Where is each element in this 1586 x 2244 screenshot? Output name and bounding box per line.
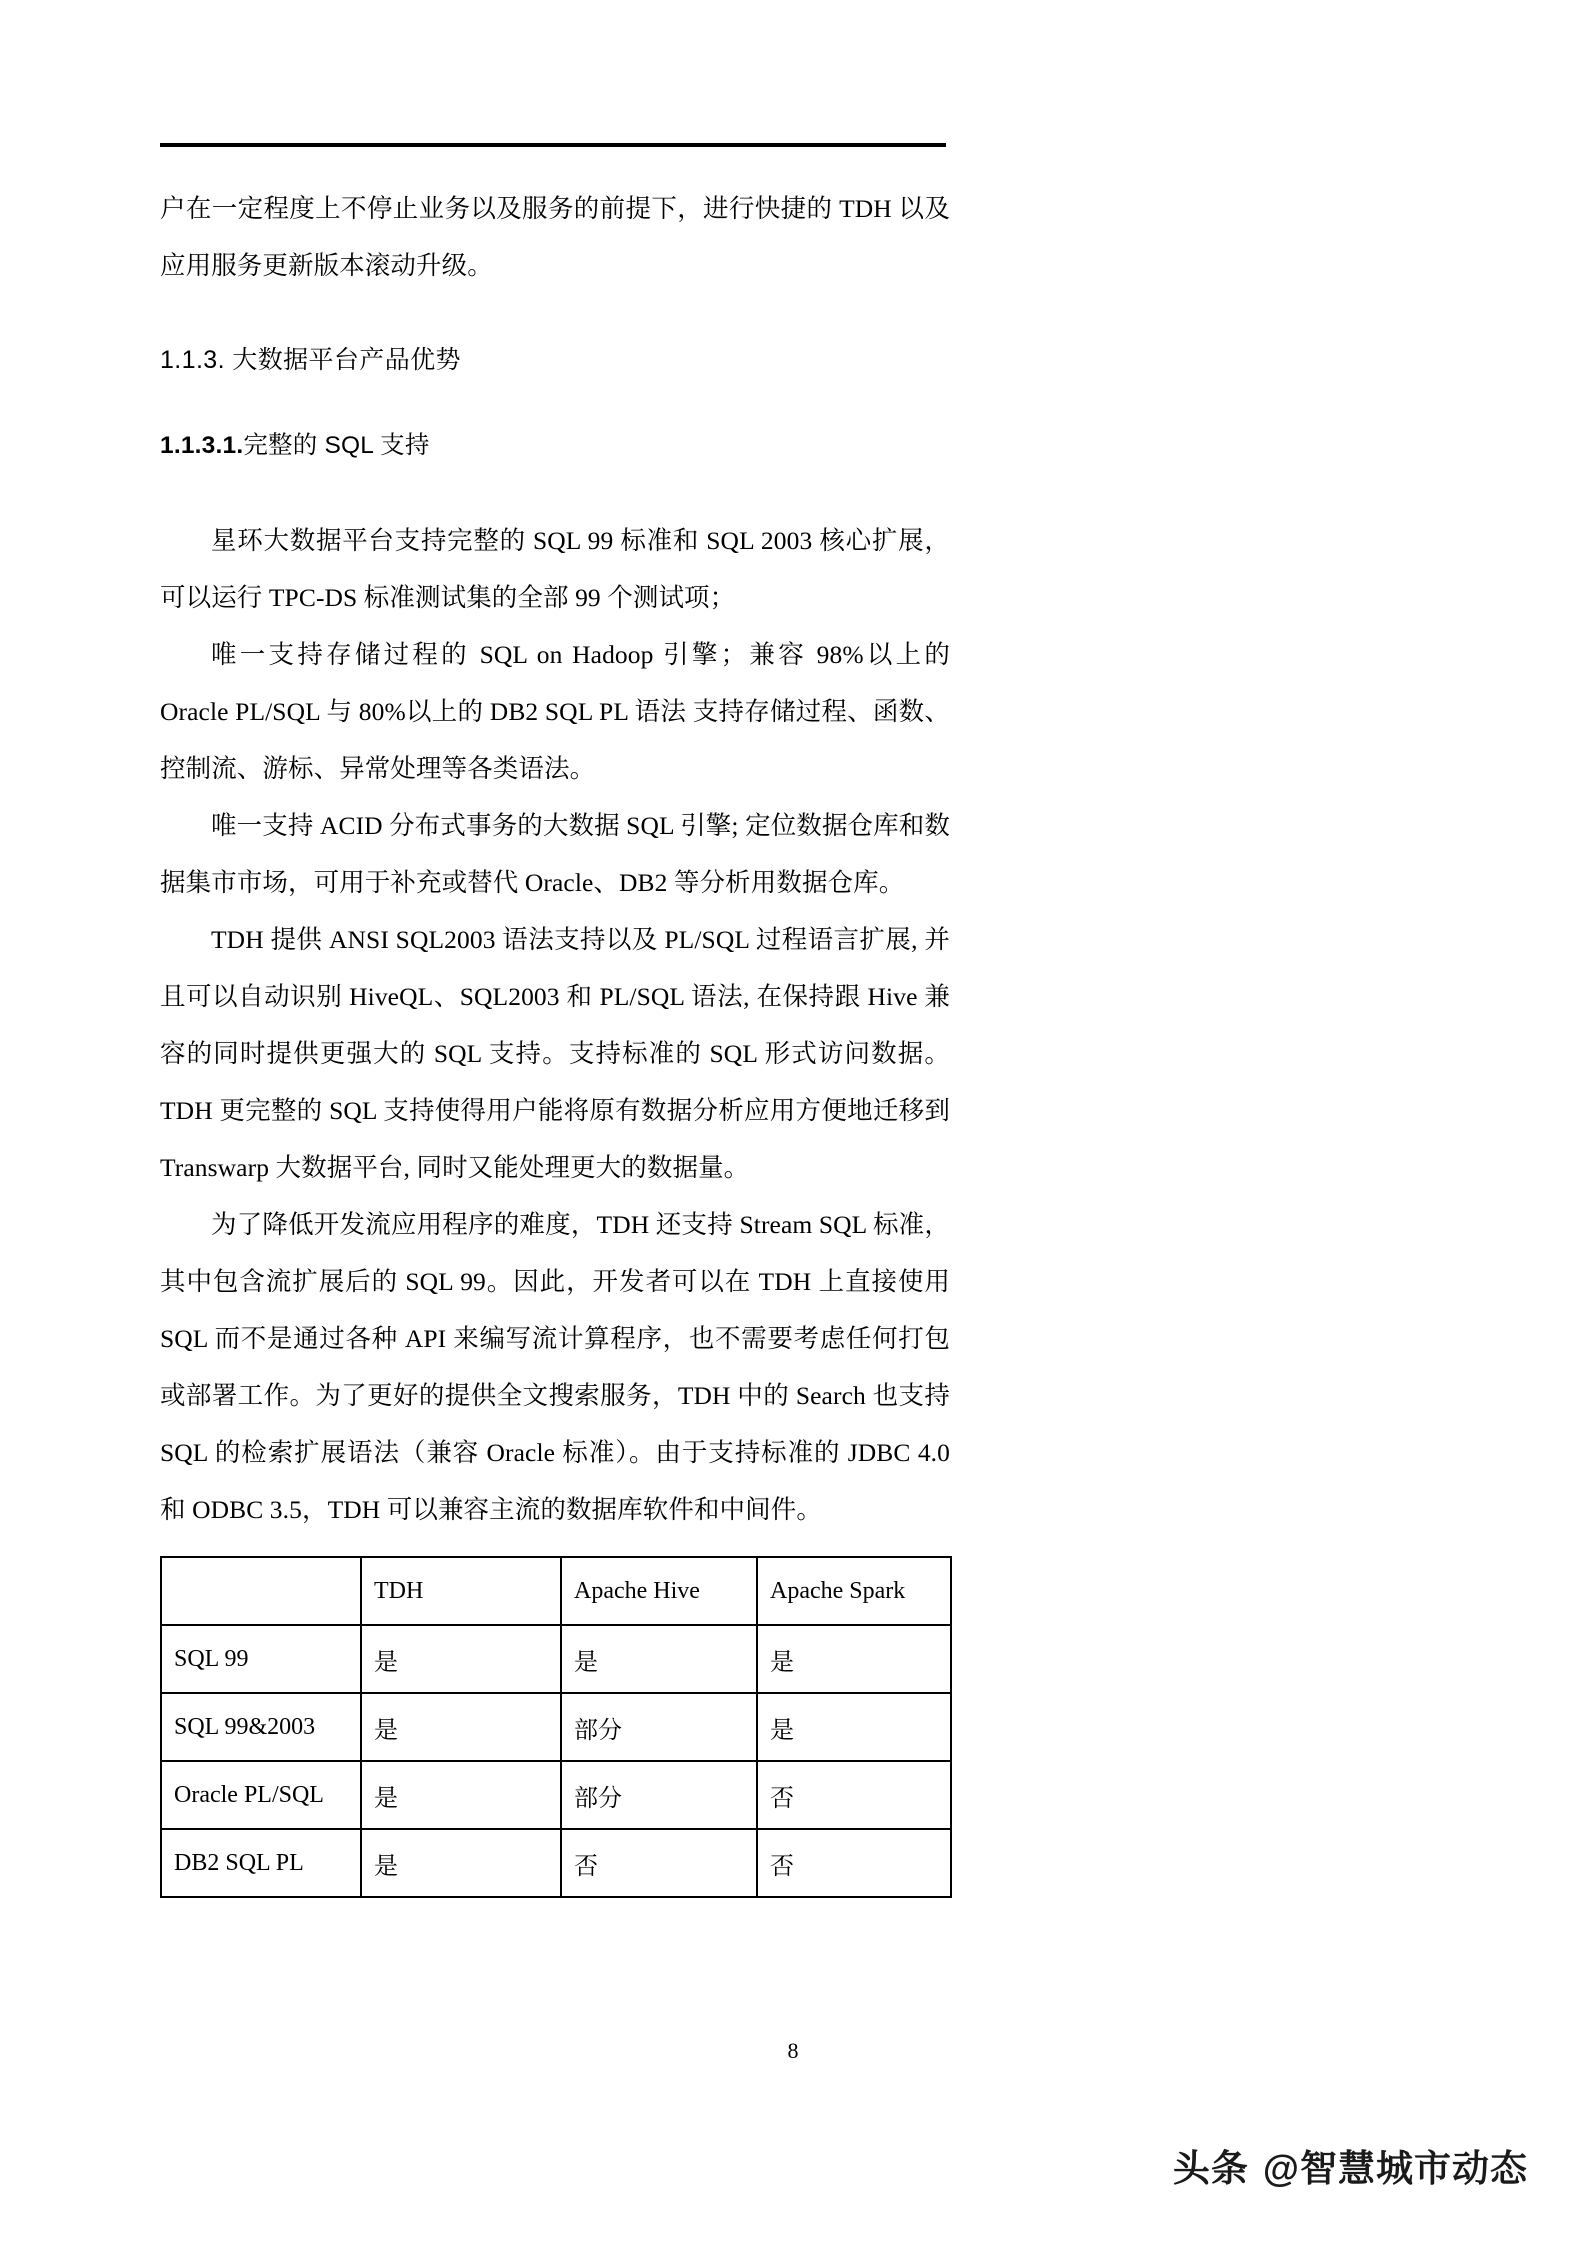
table-cell-feature: SQL 99 — [161, 1625, 361, 1693]
sql-support-comparison-table — [160, 1556, 952, 1898]
paragraph-4: TDH 提供 ANSI SQL2003 语法支持以及 PL/SQL 过程语言扩展, 并且可以自动识别 HiveQL、SQL2003 和 PL/SQL 语法, 在保持跟 Hive 兼容的同时提供更强大的 SQL 支持。支持标准的 SQL 形式访问数据。TDH 更完整的 SQL 支持使得用户能将原有数据分析应用方便地迁移到 Transwarp 大数据平台, 同时又能处理更大的数据量。 — [160, 925, 950, 1182]
spacer — [160, 294, 950, 340]
heading-section-1-1-3: 1.1.3. 大数据平台产品优势 — [160, 346, 461, 374]
table-cell-feature: DB2 SQL PL — [161, 1829, 361, 1897]
table-row — [161, 1761, 951, 1829]
watermark-handle: @智慧城市动态 — [1262, 2148, 1528, 2189]
table-cell-hive: 部分 — [561, 1693, 757, 1761]
table-cell-spark: 是 — [757, 1625, 951, 1693]
table-cell-hive: 是 — [561, 1625, 757, 1693]
table-header-cell-2: Apache Hive — [561, 1557, 757, 1625]
table-cell-hive: 否 — [561, 1829, 757, 1897]
paragraph-1: 星环大数据平台支持完整的 SQL 99 标准和 SQL 2003 核心扩展，可以运行 TPC-DS 标准测试集的全部 99 个测试项； — [160, 526, 950, 612]
heading-sub-text: 完整的 SQL 支持 — [243, 432, 430, 459]
spacer — [160, 380, 950, 426]
table-cell-spark: 否 — [757, 1761, 951, 1829]
table-cell-feature: SQL 99&2003 — [161, 1693, 361, 1761]
table-cell-spark: 否 — [757, 1829, 951, 1897]
page-number: 8 — [787, 2038, 799, 2063]
table-header-cell-3: Apache Spark — [757, 1557, 951, 1625]
continued-paragraph: 户在一定程度上不停止业务以及服务的前提下，进行快捷的 TDH 以及应用服务更新版本滚动升级。 — [160, 194, 950, 280]
spacer — [160, 466, 950, 512]
watermark — [1173, 2138, 1528, 2192]
table-cell-tdh: 是 — [361, 1761, 561, 1829]
heading-subsection-1-1-3-1 — [160, 426, 950, 466]
paragraph-3: 唯一支持 ACID 分布式事务的大数据 SQL 引擎; 定位数据仓库和数据集市市场，可用于补充或替代 Oracle、DB2 等分析用数据仓库。 — [160, 811, 950, 897]
table-row — [161, 1625, 951, 1693]
page-content — [160, 180, 950, 1898]
table-cell-hive: 部分 — [561, 1761, 757, 1829]
table-cell-tdh: 是 — [361, 1693, 561, 1761]
spacer — [160, 1538, 950, 1556]
table-row — [161, 1829, 951, 1897]
paragraph-5: 为了降低开发流应用程序的难度，TDH 还支持 Stream SQL 标准，其中包含流扩展后的 SQL 99。因此，开发者可以在 TDH 上直接使用 SQL 而不是通过各种 API 来编写流计算程序，也不需要考虑任何打包或部署工作。为了更好的提供全文搜索服务，TDH 中的 Search 也支持 SQL 的检索扩展语法（兼容 Oracle 标准）。由于支持标准的 JDBC 4.0 和 ODBC 3.5，TDH 可以兼容主流的数据库软件和中间件。 — [160, 1210, 950, 1524]
table-header-row — [161, 1557, 951, 1625]
table-header-cell-0 — [161, 1557, 361, 1625]
watermark-brand: 头条 — [1172, 2148, 1249, 2189]
table-row — [161, 1693, 951, 1761]
heading-sub-number: 1.1.3.1. — [160, 432, 244, 459]
table-header-cell-1: TDH — [361, 1557, 561, 1625]
table-cell-feature: Oracle PL/SQL — [161, 1761, 361, 1829]
table-cell-spark: 是 — [757, 1693, 951, 1761]
table-cell-tdh: 是 — [361, 1829, 561, 1897]
table-cell-tdh: 是 — [361, 1625, 561, 1693]
header-rule — [160, 143, 946, 147]
paragraph-2: 唯一支持存储过程的 SQL on Hadoop 引擎；兼容 98%以上的 Oracle PL/SQL 与 80%以上的 DB2 SQL PL 语法 支持存储过程、函数、控制流、游标、异常处理等各类语法。 — [160, 640, 950, 783]
